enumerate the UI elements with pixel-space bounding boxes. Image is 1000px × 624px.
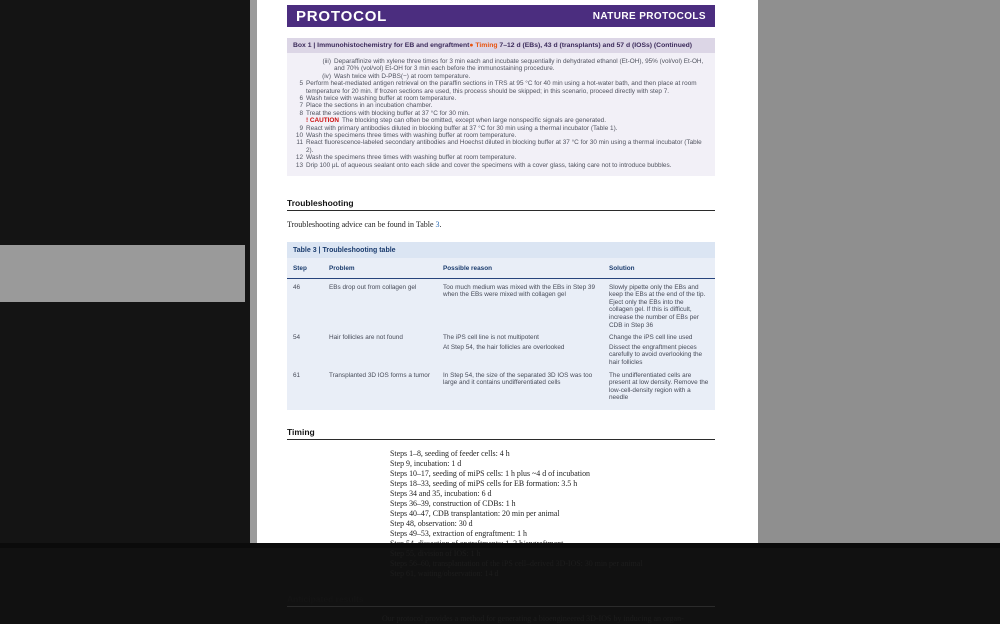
box-step [293, 58, 707, 73]
box-step [293, 80, 707, 95]
desktop-backdrop-bottom-strip [0, 543, 1000, 548]
cell-solution: Slowly pipette only the EBs and keep the EBs at the end of the tip. Eject only the EBs into the collagen gel. If this is difficult, increase the number of EBs per CDB in Step 36 [609, 283, 706, 329]
box1-timing-detail: 7–12 d (EBs), 43 d (transplants) and 57 d (IOSs) (Continued) [497, 42, 693, 49]
desktop-backdrop-left-gray-band [0, 245, 245, 302]
box-step-text: Wash twice with washing buffer at room temperature. [306, 95, 457, 103]
troubleshooting-intro-period: . [439, 220, 442, 230]
table3-col-step: Step [293, 265, 307, 273]
box-step-number: 7 [299, 102, 303, 110]
box-step [293, 154, 707, 161]
box-step-number: 5 [299, 80, 303, 88]
journal-banner [287, 5, 715, 27]
box-step-text: React with primary antibodies diluted in blocking buffer at 37 °C for 30 min using a thermal incubator (Table 1). [306, 124, 618, 132]
box-step [293, 95, 707, 102]
timing-item: Steps 10–17, seeding of miPS cells: 1 h plus ~4 d of incubation [390, 469, 590, 478]
table3-link[interactable]: 3 [435, 220, 440, 230]
caution-text: The blocking step can often be omitted, except when large nonspecific signals are generated. [342, 117, 606, 125]
cell-reason: In Step 54, the size of the separated 3D IOS was too large and it contains undifferentiated cells [443, 371, 593, 387]
section-heading-timing: Timing [287, 427, 715, 440]
cell-solution: The undifferentiated cells are present at low density. Remove the low-cell-density region with a needle [609, 371, 709, 402]
cell-reason: At Step 54, the hair follicles are overlooked [443, 343, 565, 351]
timing-item: Steps 36–39, construction of CDBs: 1 h [390, 499, 516, 508]
timing-item: Steps 56–60, transplantation of the iPS cell–derived 3D-IOS: 30 min per animal [390, 559, 643, 568]
table-row [287, 279, 715, 330]
cell-solution: Change the iPS cell line used [609, 334, 693, 342]
troubleshooting-intro-text: Troubleshooting advice can be found in Table [287, 220, 436, 230]
cell-step: 61 [293, 371, 301, 379]
timing-item: Steps 1–8, seeding of feeder cells: 4 h [390, 449, 510, 458]
box-step-text: Wash twice with D-PBS(−) at room temperature. [334, 72, 471, 80]
timing-item: Step 48, observation: 30 d [390, 519, 473, 528]
caution-label: ! CAUTION [306, 117, 340, 125]
table3-col-reason: Possible reason [443, 265, 493, 273]
table3-troubleshooting [287, 242, 715, 410]
box-step-text: Wash the specimens three times with washing buffer at room temperature. [306, 132, 517, 140]
pdf-page [250, 0, 758, 623]
troubleshooting-intro [287, 220, 715, 229]
box-step [293, 110, 707, 117]
cell-reason: The iPS cell line is not multipotent [443, 334, 539, 342]
box-step-number: 11 [296, 139, 303, 147]
timing-clock-icon: ● [469, 42, 474, 49]
box-step [293, 125, 707, 132]
cell-problem: EBs drop out from collagen gel [329, 283, 417, 291]
box-step-text: Perform heat-mediated antigen retrieval on the paraffin sections in TRS at 95 °C for 40 min using a hot-water bath, and then place at room temperature for 20 min. If frozen sections are used, this process should be skipped; in this scenario, proceed directly with step 7. [306, 80, 697, 95]
table-row [287, 367, 715, 402]
cell-problem: Hair follicles are not found [329, 334, 403, 342]
box-step-number: 10 [295, 132, 303, 140]
article-type-label: PROTOCOL [296, 7, 388, 25]
box-step-number: 8 [299, 109, 303, 117]
box1-header [287, 38, 715, 53]
box1-title: Box 1 | Immunohistochemistry for EB and engraftment [293, 42, 470, 49]
timing-item: Step 9, incubation: 1 d [390, 459, 462, 468]
box-step-text: Drip 100 μL of aqueous sealant onto each slide and cover the specimens with a cover glass, taking care not to introduce bubbles. [306, 161, 672, 169]
box-step-text: Treat the sections with blocking buffer at 37 °C for 30 min. [306, 109, 470, 117]
cell-solution: Dissect the engraftment pieces carefully to avoid overlooking the hair follicles [609, 343, 703, 367]
timing-item: Step 61, waiting/observation: 14 d [390, 569, 499, 578]
box-step-number: 12 [295, 154, 303, 162]
box-step-text: React fluorescence-labeled secondary antibodies and Hoechst diluted in blocking buffer at 37 °C for 30 min using a thermal incubator (Table 2). [306, 139, 702, 154]
timing-item: Steps 18–33, seeding of miPS cells for EB formation: 3.5 h [390, 479, 578, 488]
box-step [293, 102, 707, 109]
table-row [287, 329, 715, 342]
box1-timing-label: Timing [473, 42, 498, 49]
box-step-number: 9 [299, 124, 303, 132]
table-row-continuation [287, 342, 715, 367]
box-step-number: (iv) [322, 72, 331, 80]
timing-item: Step 55, division of IOS: 1 h [390, 549, 481, 558]
box-step-number: (iii) [322, 58, 331, 65]
box1-body [287, 53, 715, 176]
table3-col-problem: Problem [329, 265, 355, 273]
journal-name-label: NATURE PROTOCOLS [592, 10, 706, 22]
box-step-text: Place the sections in an incubation chamber. [306, 102, 433, 110]
table3-header-row [287, 258, 715, 279]
cell-step: 46 [293, 283, 301, 291]
caution-note [293, 117, 707, 124]
cell-reason: Too much medium was mixed with the EBs in Step 39 when the EBs were mixed with collagen gel [443, 283, 596, 299]
box-step [293, 139, 707, 154]
box-step [293, 162, 707, 169]
timing-item: Steps 34 and 35, incubation: 6 d [390, 489, 492, 498]
box-step-text: Deparaffinize with xylene three times for 3 min each and incubate sequentially in dehydrated ethanol (Et-OH), 95% (vol/vol) Et-OH, and 70% (vol/vol) Et-OH for 3 min each before the immunostaining procedure. [334, 58, 704, 73]
anticipated-results-paragraph: Our protocol provides a method for generating a bioengineered 3D-IOS by inducing an organ- [382, 614, 684, 623]
section-heading-anticipated-results: Anticipated results [287, 594, 715, 607]
desktop-backdrop-right [758, 0, 1000, 548]
timing-item: Steps 40–47, CDB transplantation: 20 min per animal [390, 509, 560, 518]
box-step-number: 13 [295, 161, 303, 169]
box-step-text: Wash the specimens three times with washing buffer at room temperature. [306, 154, 517, 162]
timing-item: Steps 49–53, extraction of engraftment: 1 h [390, 529, 527, 538]
cell-step: 54 [293, 334, 301, 342]
timing-list [390, 449, 715, 579]
box1-protocol-box [287, 38, 715, 176]
box-step-number: 6 [299, 95, 303, 103]
table3-col-solution: Solution [609, 265, 635, 273]
table3-title: Table 3 | Troubleshooting table [287, 242, 715, 258]
page-content [287, 5, 715, 624]
cell-problem: Transplanted 3D IOS forms a tumor [329, 371, 430, 379]
section-heading-troubleshooting: Troubleshooting [287, 198, 715, 211]
